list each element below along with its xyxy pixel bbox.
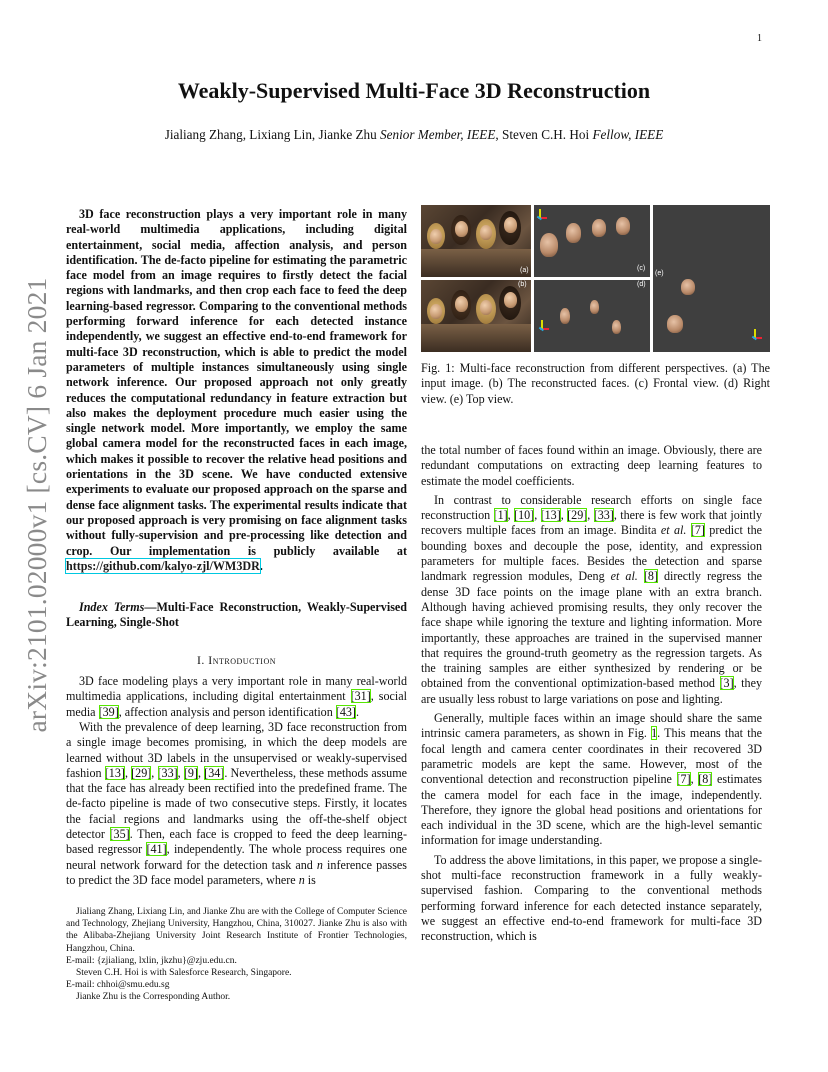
paper-authors	[0, 127, 828, 143]
citation-link[interactable]: [29]	[131, 765, 152, 780]
text-run: et al.	[610, 569, 638, 584]
citation-link[interactable]: [39]	[98, 704, 119, 719]
math-n: n	[298, 872, 305, 887]
text-run: et al.	[660, 523, 687, 538]
citation-link[interactable]: [33]	[157, 765, 178, 780]
intro-paragraph-2	[66, 720, 407, 888]
citation-link[interactable]: [41]	[146, 842, 167, 857]
panel-reconstructed-faces	[421, 280, 531, 352]
citation-link[interactable]: [9]	[183, 765, 198, 780]
text-run: ,	[534, 508, 541, 523]
authors-part-2: , Steven C.H. Hoi	[495, 127, 593, 142]
page-number: 1	[757, 33, 762, 44]
figure-reference-link[interactable]: 1	[651, 726, 658, 741]
panel-label-a: (a)	[520, 267, 529, 274]
panel-label-d: (d)	[637, 281, 646, 288]
index-terms-text: —Multi-Face Reconstruction, Weakly-Supervised Learning, Single-Shot	[66, 600, 407, 630]
text-run: predict the bounding boxes and decouple the pose, identity, and expression parameters for multiple faces. Besides the detection and sparse landmark regression modules, Deng	[421, 523, 763, 584]
text-run: ,	[124, 765, 132, 780]
text-run: ,	[151, 765, 158, 780]
footnote-email-1: E-mail: {zjialiang, lxlin, jkzhu}@zju.edu.cn.	[66, 955, 237, 966]
citation-link[interactable]: [29]	[567, 508, 588, 523]
panel-right-view	[534, 280, 650, 352]
right-paragraph-1	[421, 493, 762, 707]
citation-link[interactable]: [8]	[698, 772, 713, 787]
right-paragraph-3: To address the above limitations, in this paper, we propose a single-shot multi-face reconstruction framework in a fully weakly-supervised fashion. Comparing to the conventional methods performing forward inference for each detected instance separately, we suggest an effective end-to-end framework for multi-face 3D reconstruction, which is	[421, 852, 762, 944]
abstract-text: 3D face reconstruction plays a very important role in many real-world multimedia applications, including digital entertainment, social media, affection analysis, and person identification. The de-facto pipeline for estimating the parametric face model from an image requires to firstly detect the facial regions with landmarks, and then crop each face to feed the deep learning-based regressor. Comparing to the conventional methods performing forward inference for each detected instance independently, we suggest an effective end-to-end framework for multi-face 3D reconstruction, which is able to predict the model parameters of multiple instances simultaneously using single network inference. Our proposed approach not only greatly reduces the computational redundancy in feature extraction but also makes the deployment procedure much easier using the single network model. More importantly, we employ the same global camera model for the reconstructed faces in each image, which makes it possible to recover the relative head positions and orientations in the 3D scene. We have conducted extensive experiments to evaluate our proposed approach on the sparse and dense face alignment tasks. The experimental results indicate that our proposed approach is very promising on face alignment tasks without fully-supervision and pre-processing like detection and crop. Our implementation is publicly available at	[66, 207, 407, 558]
text-run: is	[304, 872, 316, 887]
abstract-end: .	[259, 558, 263, 573]
right-column	[421, 443, 762, 945]
text-run: ,	[197, 765, 205, 780]
citation-link[interactable]: [43]	[335, 704, 356, 719]
paper-title: Weakly-Supervised Multi-Face 3D Reconstruction	[177, 78, 651, 103]
panel-label-c: (c)	[637, 265, 646, 272]
footnote-corresponding: Jianke Zhu is the Corresponding Author.	[76, 992, 231, 1003]
text-run: , they are usually less robust to large variations on pose and lighting.	[421, 676, 762, 706]
right-paragraph-0: the total number of faces found within an image. Obviously, there are redundant computations on extracting deep learning features to estimate the model coefficients.	[421, 443, 762, 488]
section-heading-text: I. Introduction	[196, 652, 277, 667]
footnotes	[66, 906, 407, 1004]
figure-1	[421, 205, 770, 355]
arxiv-stamp-text: arXiv:2101.02000v1 [cs.CV] 6 Jan 2021	[21, 277, 52, 733]
left-column	[66, 207, 407, 888]
citation-link[interactable]: [10]	[514, 508, 535, 523]
citation-link[interactable]: [7]	[676, 772, 691, 787]
index-terms-label: Index Terms	[79, 600, 145, 615]
text-run: With the prevalence of deep learning, 3D face reconstruction from a single image becomes promising, in which the deep models are learned without 3D labels in the unsupervised or weakly-supervised fashion	[66, 719, 407, 780]
text-run: inference passes to predict the 3D face model parameters, where	[66, 857, 407, 887]
index-terms	[66, 600, 407, 631]
panel-label-e: (e)	[655, 270, 664, 277]
citation-link[interactable]: [7]	[690, 523, 705, 538]
citation-link[interactable]: [8]	[643, 569, 658, 584]
footnote-email-2: E-mail: chhoi@smu.edu.sg	[66, 980, 170, 991]
text-run: , affection analysis and person identification	[118, 704, 336, 719]
authors-role-2: Fellow, IEEE	[592, 127, 664, 142]
citation-link[interactable]: [13]	[540, 508, 561, 523]
text-run: estimates the camera model for each face in the image, independently. Therefore, they ignore the global head positions and orientations for each individual in the 3D scene, which are the high-level semantic information for image understanding.	[421, 772, 762, 848]
citation-link[interactable]: [31]	[350, 689, 371, 704]
citation-link[interactable]: [1]	[493, 508, 508, 523]
text-run: . Then, each face is cropped to feed the deep learning-based regressor	[66, 826, 407, 857]
figure-caption: Fig. 1: Multi-face reconstruction from different perspectives. (a) The input image. (b) The reconstructed faces. (c) Frontal view. (d) Right view. (e) Top view.	[421, 361, 770, 406]
text-run: ,	[690, 772, 699, 787]
text-run: ,	[507, 508, 515, 523]
footnote-affiliation: Jialiang Zhang, Lixiang Lin, and Jianke Zhu are with the College of Computer Science and Technology, Zhejiang University, Hangzhou, China, 310027. Jianke Zhu is also with the Alibaba-Zhejiang University Joint Research Institute of Frontier Technologies, Hangzhou, China.	[66, 907, 407, 954]
citation-link[interactable]: [3]	[719, 676, 734, 691]
text-run: ,	[587, 508, 594, 523]
text-run: directly regress the dense 3D face points on the image plane with an extra branch. Although having achieved promising results, they only recover the face shape while ignoring the texture and lighting information. More importantly, these approaches are trained in the supervised manner that requires the ground-truth geometry as the regression targets. As the training samples are either synthesized by rendering or be obtained from the conventional optimization-based method	[421, 569, 763, 691]
citation-link[interactable]: [34]	[204, 765, 225, 780]
section-heading-introduction	[66, 653, 407, 668]
right-paragraph-2	[421, 711, 762, 849]
panel-input-image	[421, 205, 531, 277]
text-run: In contrast to considerable research efforts on single face reconstruction	[421, 492, 762, 523]
authors-role-1: Senior Member, IEEE	[380, 127, 496, 142]
footnote-affiliation-2: Steven C.H. Hoi is with Salesforce Research, Singapore.	[76, 968, 292, 979]
text-run: . This means that the focal length and camera center coordinates in their recovered 3D parametric models are kept the same. However, most of the conventional detection and reconstruction pipeline	[421, 726, 762, 787]
text-run: . Nevertheless, these methods assume that the face has already been rectified into the predefined frame. The de-facto pipeline is made of two consecutive steps. Firstly, it locates the facial regions and landmarks using the off-the-shelf object detector	[66, 765, 407, 841]
github-link[interactable]: https://github.com/kalyo-zjl/WM3DR	[66, 558, 260, 573]
text-run: Generally, multiple faces within an image should share the same intrinsic camera parameters, as shown in Fig.	[421, 711, 762, 741]
text-run: 3D face modeling plays a very important role in many real-world multimedia applications, including digital entertainment	[66, 674, 407, 704]
panel-label-b: (b)	[518, 281, 527, 288]
intro-paragraph-1	[66, 674, 407, 720]
text-run: , social media	[66, 689, 407, 719]
authors-part-1: Jialiang Zhang, Lixiang Lin, Jianke Zhu	[164, 127, 381, 142]
citation-link[interactable]: [13]	[104, 765, 125, 780]
panel-top-view	[653, 205, 770, 352]
text-run: ,	[560, 508, 568, 523]
text-run: ,	[177, 765, 184, 780]
abstract	[66, 207, 407, 574]
panel-frontal-view	[534, 205, 650, 277]
citation-link[interactable]: [35]	[109, 826, 130, 841]
text-run: , there is few work that jointly recovers multiple faces from an image. Bindita	[421, 508, 762, 538]
text-run: .	[355, 704, 359, 719]
math-n: n	[316, 857, 323, 872]
arxiv-stamp	[14, 277, 60, 733]
citation-link[interactable]: [33]	[593, 508, 614, 523]
text-run: , independently. The whole process requires one neural network forward for the detection task and	[66, 842, 407, 872]
